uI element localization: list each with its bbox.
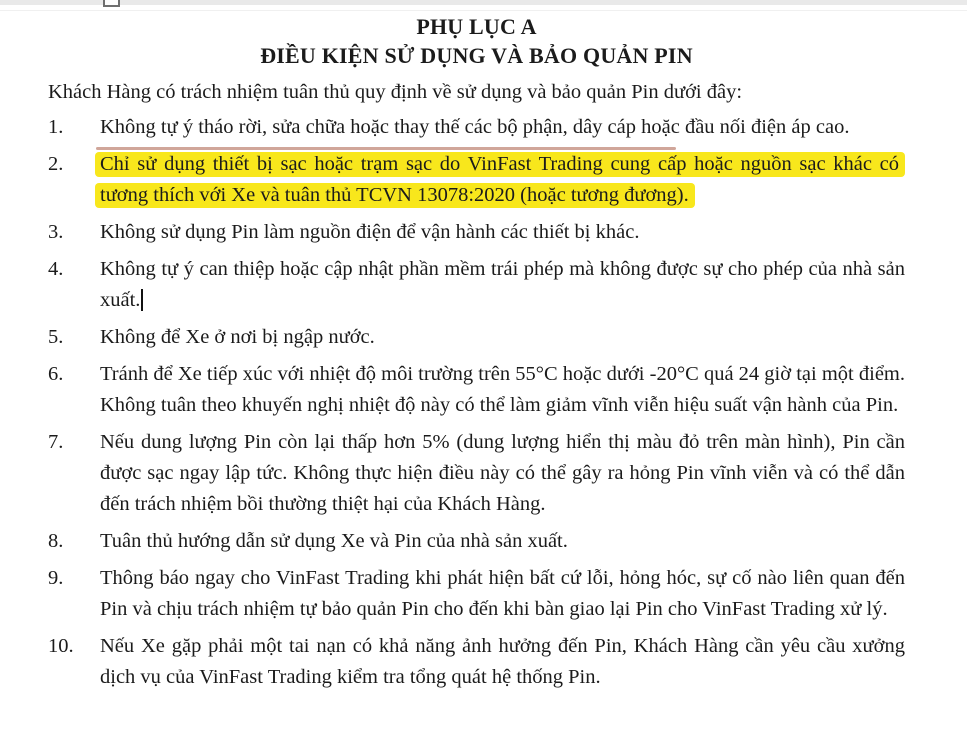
list-item-number: 5. <box>48 326 64 348</box>
list-item <box>48 322 905 353</box>
list-item <box>48 254 905 316</box>
appendix-title[interactable]: PHỤ LỤC A <box>416 14 537 39</box>
item-text: Không sử dụng Pin làm nguồn điện để vận hành các thiết bị khác. <box>100 221 640 243</box>
list-item-number: 8. <box>48 530 64 552</box>
document-subtitle[interactable]: ĐIỀU KIỆN SỬ DỤNG VÀ BẢO QUẢN PIN <box>260 43 693 68</box>
list-item-text[interactable] <box>100 217 905 248</box>
list-item-text[interactable] <box>100 149 905 211</box>
item-text: Nếu Xe gặp phải một tai nạn có khả năng ảnh hưởng đến Pin, Khách Hàng cần yêu cầu xưởng dịch vụ của VinFast Trading kiểm tra tổng quát hệ thống Pin. <box>100 635 905 688</box>
list-item <box>48 427 905 520</box>
item-text: Tuân thủ hướng dẫn sử dụng Xe và Pin của nhà sản xuất. <box>100 530 568 552</box>
list-item-text[interactable] <box>100 563 905 625</box>
list-item-number: 6. <box>48 363 64 385</box>
item-text: Thông báo ngay cho VinFast Trading khi phát hiện bất cứ lỗi, hỏng hóc, sự cố nào liên quan đến Pin và chịu trách nhiệm tự bảo quản Pin cho đến khi bàn giao lại Pin cho VinFast Trading xử lý. <box>100 567 905 620</box>
list-item-text[interactable] <box>100 359 905 421</box>
item-text: Tránh để Xe tiếp xúc với nhiệt độ môi trường trên 55°C hoặc dưới -20°C quá 24 giờ tại một điểm. Không tuân theo khuyến nghị nhiệt độ này có thể làm giảm vĩnh viễn hiệu suất vận hành của Pin. <box>100 363 905 416</box>
list-item-text[interactable] <box>100 526 905 557</box>
intro-paragraph[interactable]: Khách Hàng có trách nhiệm tuân thủ quy định về sử dụng và bảo quản Pin dưới đây: <box>48 81 743 103</box>
list-item <box>48 112 905 143</box>
list-item <box>48 526 905 557</box>
item-text: Không tự ý tháo rời, sửa chữa hoặc thay thế các bộ phận, dây cáp hoặc đầu nối điện áp cao. <box>100 116 850 138</box>
document-page <box>48 12 905 699</box>
list-item <box>48 217 905 248</box>
list-item-number: 1. <box>48 116 64 138</box>
list-item-text[interactable] <box>100 322 905 353</box>
square-marker-icon <box>103 0 120 7</box>
list-item-number: 9. <box>48 567 64 589</box>
conditions-list <box>48 112 905 693</box>
list-item <box>48 631 905 693</box>
list-item-number: 4. <box>48 258 64 280</box>
list-item-text[interactable] <box>100 427 905 520</box>
list-item <box>48 563 905 625</box>
list-item-number: 3. <box>48 221 64 243</box>
list-item-number: 7. <box>48 431 64 453</box>
item-text: Nếu dung lượng Pin còn lại thấp hơn 5% (dung lượng hiển thị màu đỏ trên màn hình), Pin cần được sạc ngay lập tức. Không thực hiện điều này có thể gây ra hỏng Pin vĩnh viễn và có thể dẫn đến trách nhiệm bồi thường thiệt hại của Khách Hàng. <box>100 431 905 515</box>
page-boundary-line <box>0 10 967 11</box>
highlighter-smudge <box>96 147 676 150</box>
item-text: Không để Xe ở nơi bị ngập nước. <box>100 326 375 348</box>
list-item-text[interactable] <box>100 631 905 693</box>
list-item-text[interactable] <box>100 254 905 316</box>
list-item-text[interactable] <box>100 112 905 143</box>
item-text: Không tự ý can thiệp hoặc cập nhật phần mềm trái phép mà không được sự cho phép của nhà sản xuất. <box>100 258 905 311</box>
window-chrome-strip <box>0 0 967 5</box>
highlighted-text: Chỉ sử dụng thiết bị sạc hoặc trạm sạc do VinFast Trading cung cấp hoặc nguồn sạc khác có tương thích với Xe và tuân thủ TCVN 13078:2020 (hoặc tương đương). <box>95 152 905 208</box>
text-cursor-caret <box>141 289 143 311</box>
list-item-number: 10. <box>48 635 74 657</box>
list-item-number: 2. <box>48 153 64 175</box>
list-item <box>48 359 905 421</box>
list-item-highlighted <box>48 149 905 211</box>
